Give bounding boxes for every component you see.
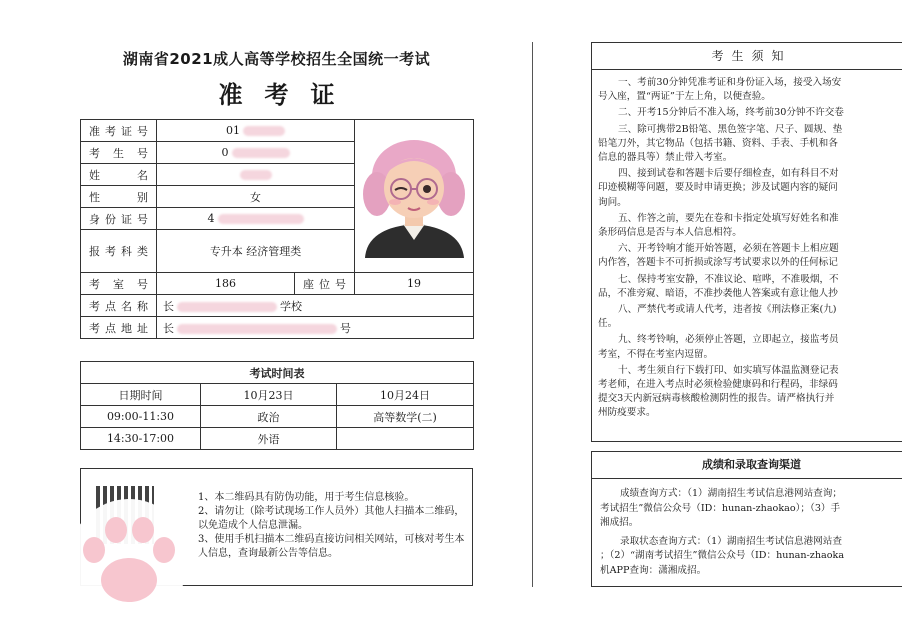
card-title: 准考证 <box>218 81 357 109</box>
table-row <box>81 406 474 428</box>
table-row <box>81 120 474 142</box>
site-addr-value <box>157 317 474 339</box>
rule-line: 考室，不得在考室内逗留。 <box>598 348 714 360</box>
subject-label: 报考科类 <box>81 230 157 273</box>
query-line: ；（2）“湖南考试招生”微信公众号（ID：hunan-zhaoka <box>600 550 845 561</box>
rule-line: 条形码信息是否与本人信息相符。 <box>598 227 742 239</box>
query-section <box>591 451 902 587</box>
query-paragraph <box>600 487 902 531</box>
page-title: 湖南省2021成人高等学校招生全国统一考试 <box>122 50 431 68</box>
table-row <box>81 317 474 339</box>
room-value: 186 <box>157 273 295 295</box>
rule-line: 州防疫要求。 <box>598 407 656 419</box>
photo-cell <box>355 120 474 273</box>
schedule-col-label: 日期时间 <box>81 384 201 406</box>
query-title: 成绩和录取查询渠道 <box>592 452 902 479</box>
qr-notes <box>198 491 466 561</box>
query-line: 湘成招。 <box>600 517 639 528</box>
rule-line: 六、开考铃响才能开始答题，必须在答题卡上相应题 <box>618 243 839 255</box>
schedule-subject: 外语 <box>201 428 337 450</box>
rule-line: 印迹模糊等问题，要及时申请更换；涉及试题内容的疑问 <box>598 182 838 194</box>
rule-line: 提交3天内新冠病毒核酸检测阴性的报告。请严格执行并 <box>598 393 835 405</box>
page-fold-line <box>532 42 533 587</box>
rule-line: 九、终考铃响，必须停止答题，立即起立，接监考员 <box>618 334 839 346</box>
rule-item <box>598 242 902 270</box>
rule-item <box>598 167 902 210</box>
query-line: 成绩查询方式：（1）湖南招生考试信息港网站查询； <box>620 488 842 499</box>
exam-no-value <box>157 120 355 142</box>
qr-note: 1、本二维码具有防伪功能，用于考生信息核验。 <box>198 492 415 503</box>
rule-line: 十、考生须自行下载打印、如实填写体温监测登记表 <box>618 364 839 376</box>
table-row <box>81 273 474 295</box>
redaction-mark <box>240 170 272 180</box>
redaction-mark <box>232 148 290 158</box>
rule-line: 七、保持考室安静，不准议论、喧哗，不准吸烟，不 <box>618 273 839 285</box>
id-text: 4 <box>207 212 215 225</box>
site-addr-label: 考点地址 <box>81 317 157 339</box>
qr-note: 2、请勿让（除考试现场工作人员外）其他人扫描本二维码，以免造成个人信息泄漏。 <box>198 506 465 531</box>
schedule-subject: 高等数学(二) <box>337 406 474 428</box>
candidate-info-table <box>80 119 474 339</box>
rule-line: 任。 <box>598 318 618 330</box>
query-paragraph <box>600 535 902 579</box>
site-addr-suffix: 号 <box>340 321 351 335</box>
seat-value: 19 <box>355 273 474 295</box>
site-name-text: 长 <box>163 299 174 313</box>
query-line: 机APP查询：潇湘成招。 <box>600 564 707 576</box>
table-row <box>81 428 474 450</box>
schedule-time: 09:00-11:30 <box>81 406 201 428</box>
rule-item <box>598 303 902 331</box>
schedule-date-1: 10月23日 <box>201 384 337 406</box>
schedule-date-2: 10月24日 <box>337 384 474 406</box>
rules-section <box>591 42 902 442</box>
redaction-mark <box>177 324 337 334</box>
candidate-no-label: 考生号 <box>81 142 157 164</box>
query-line: 录取状态查询方式：（1）湖南招生考试信息港网站查 <box>620 535 842 547</box>
rule-line: 八、严禁代考或请人代考，违者按《刑法修正案(九) <box>618 304 837 316</box>
rule-item <box>598 212 902 240</box>
query-body <box>592 479 902 578</box>
rules-body <box>592 70 902 421</box>
rule-line: 号入座，置“两证”于左上角，以便查验。 <box>598 91 771 103</box>
paw-sticker-icon <box>66 496 192 622</box>
candidate-no-text: 0 <box>221 146 229 159</box>
rule-item <box>598 333 902 361</box>
rules-title: 考生须知 <box>592 43 902 70</box>
rule-line: 询问。 <box>598 196 627 208</box>
schedule-title: 考试时间表 <box>81 362 474 384</box>
schedule-subject: 政治 <box>201 406 337 428</box>
schedule-subject <box>337 428 474 450</box>
table-row <box>81 295 474 317</box>
rule-item <box>598 76 902 104</box>
exam-no-label: 准考证号 <box>81 120 157 142</box>
rule-item <box>598 273 902 301</box>
rule-line: 信息的器具等）禁止带入考室。 <box>598 152 733 164</box>
redaction-mark <box>243 126 285 136</box>
rule-line: 三、除可携带2B铅笔、黑色签字笔、尺子、圆规、垫 <box>618 123 843 135</box>
rule-line: 五、作答之前，要先在卷和卡指定处填写好姓名和准 <box>618 212 839 224</box>
rule-line: 考老师，在进入考点时必须检验健康码和行程码，非绿码 <box>598 379 838 391</box>
room-label: 考室号 <box>81 273 157 295</box>
name-label: 姓名 <box>81 164 157 186</box>
table-row <box>81 362 474 384</box>
site-name-suffix: 学校 <box>280 299 302 313</box>
id-label: 身份证号 <box>81 208 157 230</box>
query-line: 考试招生”微信公众号（ID：hunan-zhaokao）；（3）手 <box>600 502 841 514</box>
exam-no-text: 01 <box>226 124 240 137</box>
id-value <box>157 208 355 230</box>
schedule-table <box>80 361 474 450</box>
avatar <box>355 132 474 258</box>
table-row <box>81 384 474 406</box>
rule-line: 二、开考15分钟后不准入场，终考前30分钟不许交卷 <box>618 107 844 119</box>
site-name-label: 考点名称 <box>81 295 157 317</box>
gender-label: 性别 <box>81 186 157 208</box>
qr-note: 3、使用手机扫描本二维码直接访问相关网站，可核对考生本人信息，查询最新公告等信息。 <box>198 534 465 559</box>
seat-label: 座位号 <box>295 273 355 295</box>
rule-line: 四、接到试卷和答题卡后要仔细检查，如有科目不对 <box>618 168 839 180</box>
subject-value: 专升本 经济管理类 <box>157 230 355 273</box>
candidate-no-value <box>157 142 355 164</box>
rule-line: 一、考前30分钟凭准考证和身份证入场，接受入场安 <box>618 77 842 88</box>
redaction-mark <box>177 302 277 312</box>
rule-line: 品，不准旁窥、暗语，不准抄袭他人答案或有意让他人抄 <box>598 287 838 299</box>
site-name-value <box>157 295 474 317</box>
name-value <box>157 164 355 186</box>
site-addr-text: 长 <box>163 321 174 335</box>
rule-item <box>598 106 902 120</box>
rule-item <box>598 123 902 166</box>
redaction-mark <box>218 214 304 224</box>
gender-value: 女 <box>157 186 355 208</box>
rule-line: 内作答，答题卡不可折损或涂写考试要求以外的任何标记 <box>598 257 838 269</box>
schedule-time: 14:30-17:00 <box>81 428 201 450</box>
rule-line: 铅笔刀外，其它物品（包括书籍、资料、手表、手机和各 <box>598 137 838 149</box>
rule-item <box>598 364 902 421</box>
